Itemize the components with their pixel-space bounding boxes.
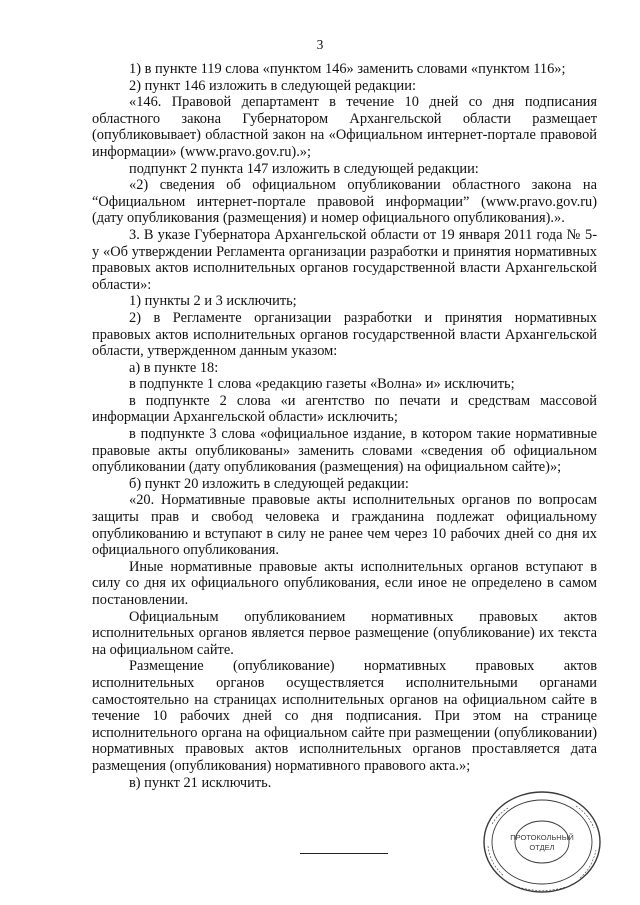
paragraph: «146. Правовой департамент в течение 10 дней со дня подписания областного закона Губернатором Архангельской области размещает (опубликовывает) областной закон на «Официальном интернет-портале правовой информации» (www.pravo.gov.ru).»; <box>92 94 597 160</box>
paragraph: б) пункт 20 изложить в следующей редакции: <box>129 475 409 492</box>
stamp-center-line1: ПРОТОКОЛЬНЫЙ <box>510 833 574 842</box>
document-body <box>92 61 597 791</box>
paragraph: «20. Нормативные правовые акты исполнительных органов по вопросам защиты прав и свобод человека и гражданина подлежат официальному опубликованию и вступают в силу не ранее чем через 10 рабочих дней со дня их официального опубликования. <box>92 492 597 559</box>
paragraph: в подпункте 3 слова «официальное издание, в котором такие нормативные правовые акты опубликованы» заменить словами «сведения об официальном опубликовании (дату опубликования (размещения) на официальном сайте)»; <box>92 426 597 476</box>
paragraph: в подпункте 1 слова «редакцию газеты «Волна» и» исключить; <box>129 376 515 393</box>
stamp-icon <box>478 784 606 896</box>
paragraph: 2) в Регламенте организации разработки и принятия нормативных правовых актов исполнительных органов государственной власти Архангельской области, утвержденном данным указом: <box>92 309 597 360</box>
paragraph: в подпункте 2 слова «и агентство по печати и средствам массовой информации Архангельской области» исключить; <box>92 392 597 426</box>
paragraph: Размещение (опубликование) нормативных правовых актов исполнительных органов осуществляется исполнительными органами самостоятельно на страницах исполнительных органов на официальном сайте в течение 10 рабочих дней со дня подписания. При этом на странице исполнительного органа на официальном сайте при размещении (опубликовании) нормативных правовых актов исполнительных органов проставляется дата размещения (опубликования) нормативного правового акта.»; <box>92 658 597 774</box>
paragraph: подпункт 2 пункта 147 изложить в следующей редакции: <box>129 160 479 177</box>
page-number: 3 <box>316 37 324 52</box>
paragraph: «2) сведения об официальном опубликовании областного закона на “Официальном интернет-портале правовой информации” (www.pravo.gov.ru) (дату опубликования (размещения) и номер официального опубликования).». <box>92 177 597 227</box>
paragraph: 2) пункт 146 изложить в следующей редакции: <box>129 77 416 94</box>
paragraph: а) в пункте 18: <box>129 359 219 376</box>
paragraph: Иные нормативные правовые акты исполнительных органов вступают в силу со дня их официального опубликования, если иное не определено в самом постановлении. <box>92 558 597 608</box>
paragraph: Официальным опубликованием нормативных правовых актов исполнительных органов является первое размещение (опубликование) их текста на официальном сайте. <box>92 608 597 658</box>
paragraph: в) пункт 21 исключить. <box>129 774 272 791</box>
paragraph: 3. В указе Губернатора Архангельской области от 19 января 2011 года № 5-у «Об утверждении Регламента организации разработки и принятия нормативных правовых актов исполнительных органов государственной власти Архангельской области»: <box>92 226 597 293</box>
end-separator-line <box>300 853 388 854</box>
stamp-center-line2: ОТДЕЛ <box>529 843 555 852</box>
paragraph: 1) пункты 2 и 3 исключить; <box>129 293 297 310</box>
paragraph: 1) в пункте 119 слова «пунктом 146» заменить словами «пунктом 116»; <box>129 61 566 77</box>
official-stamp <box>478 784 606 896</box>
